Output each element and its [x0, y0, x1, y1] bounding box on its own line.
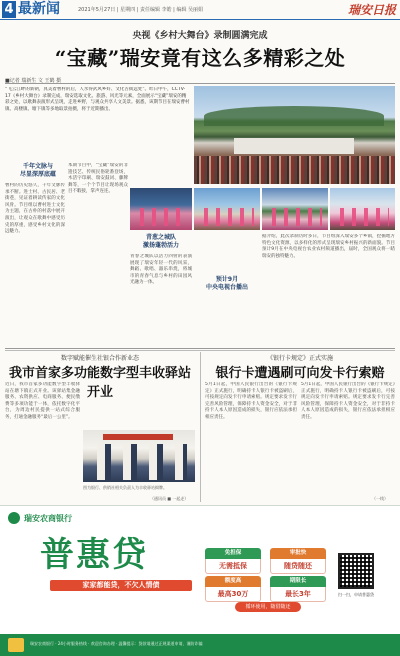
- left-story-title: 我市首家多功能数字型丰收驿站开业: [8, 366, 191, 400]
- divider: [5, 350, 395, 351]
- right-story-credit: （一线）: [372, 496, 388, 501]
- photo-people: [91, 444, 187, 480]
- photo-dancers: [336, 208, 389, 226]
- feature-no-guarantee: [205, 548, 261, 574]
- right-story-title: 银行卡遭遇刷可向发卡行索赔: [215, 366, 385, 381]
- dance-photo-1: [130, 188, 192, 230]
- bank-logo-icon: [8, 512, 20, 524]
- page-header: [0, 0, 400, 20]
- photo-dancers: [268, 208, 322, 226]
- right-story-body-1: 5月1日起，中国人民银行出台的《银行卡规定》正式施行，明确持卡人银行卡被盗刷后，可按规定向发卡行申请索赔。规定要求发卡行完善风险管理，保障持卡人资金安全，对于非持卡人本人原因造成的损失，银行应依法承担相应责任。: [205, 382, 297, 420]
- divider: [5, 83, 395, 84]
- subhead-broadcast: 预计9月 中央电视台播出: [205, 276, 248, 291]
- ad-headline: 普惠贷: [40, 535, 148, 575]
- column-2: 本期节目中，“宝藏”瑞安的非遗技艺、传统民俗轮番登场，木活字印刷、瑞安鼓词、藤牌舞等，一个个节目让现场观众目不暇接，掌声连连。: [68, 163, 128, 195]
- column-divider: [200, 352, 201, 502]
- right-story-kicker: 《银行卡规定》正式实施: [266, 355, 333, 362]
- photo-dancers: [200, 208, 254, 226]
- opening-ceremony-photo: [83, 430, 195, 482]
- feature-long-term: [270, 576, 326, 602]
- photo-stage: [234, 138, 354, 154]
- feature-value: 最高30万: [205, 587, 261, 602]
- dance-photo-4: [330, 188, 395, 230]
- bank-name: 瑞安农商银行: [24, 514, 72, 523]
- page-number: 4: [2, 1, 16, 18]
- footer-badge-icon: [8, 638, 24, 652]
- dance-photo-3: [262, 188, 328, 230]
- right-story-body-2: 5月1日起，中国人民银行出台的《银行卡规定》正式施行，明确持卡人银行卡被盗刷后，可按规定向发卡行申请索赔。规定要求发卡行完善风险管理，保障持卡人资金安全，对于非持卡人本人原因造成的损失，银行应依法承担相应责任。: [301, 382, 395, 420]
- top-story-title: “宝藏”瑞安竟有这么多精彩之处: [54, 46, 346, 70]
- stage-performance-photo: [194, 86, 395, 184]
- column-3: 青春之城队以活力四射的表演展现了瑞安年轻一代的风采，舞蹈、歌唱、器乐串烧，将城市的青春气息与乡村的田园风光融为一体。: [130, 254, 192, 286]
- feature-label: 期限长: [270, 576, 326, 587]
- issue-info: 2021年5月27日 | 星期四 | 责任编辑 李皓 | 编辑 吴丽娟: [78, 7, 204, 13]
- feature-label: 额度高: [205, 576, 261, 587]
- feature-value: 最长3年: [270, 587, 326, 602]
- feature-value: 随贷随还: [270, 559, 326, 574]
- feature-value: 无需抵保: [205, 559, 261, 574]
- divider: [5, 348, 395, 349]
- top-story-kicker: 央视《乡村大舞台》录制圆满完成: [132, 31, 268, 41]
- left-story-body: 近日，我市首家多功能数字型丰收驿站在塘下镇正式开业。该驿站集金融服务、农资供应、电商服务、便民缴费等多项功能于一体，依托数字化平台，为周边村民提供一站式综合服务，打通金融服务“最后一公里”。: [5, 382, 80, 420]
- left-story-credit: （通讯员 ■ 一起走）: [150, 496, 189, 501]
- subhead-heritage: 千年文脉与 尽显深厚底蕴: [19, 163, 56, 178]
- column-4: 据介绍，此次录制历时多日，节目组深入瑞安多个乡镇，挖掘地方特色文化资源，以多样化的形式呈现瑞安乡村振兴的新面貌。节目预计9月在中央电视台农业农村频道播出，届时，全国观众将一睹瑞安的独特魅力。: [262, 234, 395, 259]
- photo-caption: 图为银行、供销社相关负责人为丰收驿站揭牌。: [83, 485, 167, 490]
- feature-high-limit: [205, 576, 261, 602]
- feature-fast-approval: [270, 548, 326, 574]
- photo-dancers: [136, 208, 186, 226]
- left-story-kicker: 数字赋能催生社银合作新业态: [60, 355, 139, 362]
- ad-slogan: 家家都能贷，不欠人情债: [82, 581, 160, 589]
- photo-mountain: [204, 106, 384, 126]
- feature-banner: 循环使用，随借随还: [235, 602, 301, 612]
- photo-audience: [194, 156, 395, 184]
- top-story-byline: ■记者 瑞新生 文 王鹤 摄: [5, 78, 62, 84]
- section-name: 最新闻: [18, 1, 60, 17]
- column-1: 曹村的历史悠久，千年文脉传承不断。进士村、古民居、老街巷，见证着耕读传家的文化风骨。节目组以曹村进士文化为主题，在古朴的村落中展开演出，让观众在歌舞中感受历史的厚重，感受乡村文化的深远魅力。: [5, 183, 65, 235]
- dance-photo-2: [194, 188, 260, 230]
- feature-label: 免担保: [205, 548, 261, 559]
- qr-code-icon[interactable]: [338, 553, 374, 589]
- top-story-lead: “飞云江畔的新朝，真美着曹村的后，人水得武风乡好、文化古街远处”。昨日中午，CCTV-17《乡村大舞台》录制完成，瑞安选取文化、旅游、风光等元素，全面展示“宝藏”瑞安的精彩之处，以歌舞表演形式呈现，走进乡野，与观众共享人文美景。据悉，该期节目在瑞安曹村镇、高楼镇、塘下镇等多地取景拍摄，将于近期播出。: [5, 87, 190, 112]
- masthead-logo: 瑞安日报: [347, 3, 396, 17]
- photo-banner: [103, 434, 173, 440]
- qr-label: 扫一扫，申请普惠贷: [338, 592, 374, 597]
- subhead-youth: 青葱之城队 激扬蓬勃活力: [142, 234, 179, 249]
- ad-footer-text: 瑞安农商银行 · 24小时服务热线 · 欢迎咨询办理 · 温馨提示：贷款请通过正规渠道申请，谨防诈骗: [30, 641, 203, 646]
- feature-label: 审批快: [270, 548, 326, 559]
